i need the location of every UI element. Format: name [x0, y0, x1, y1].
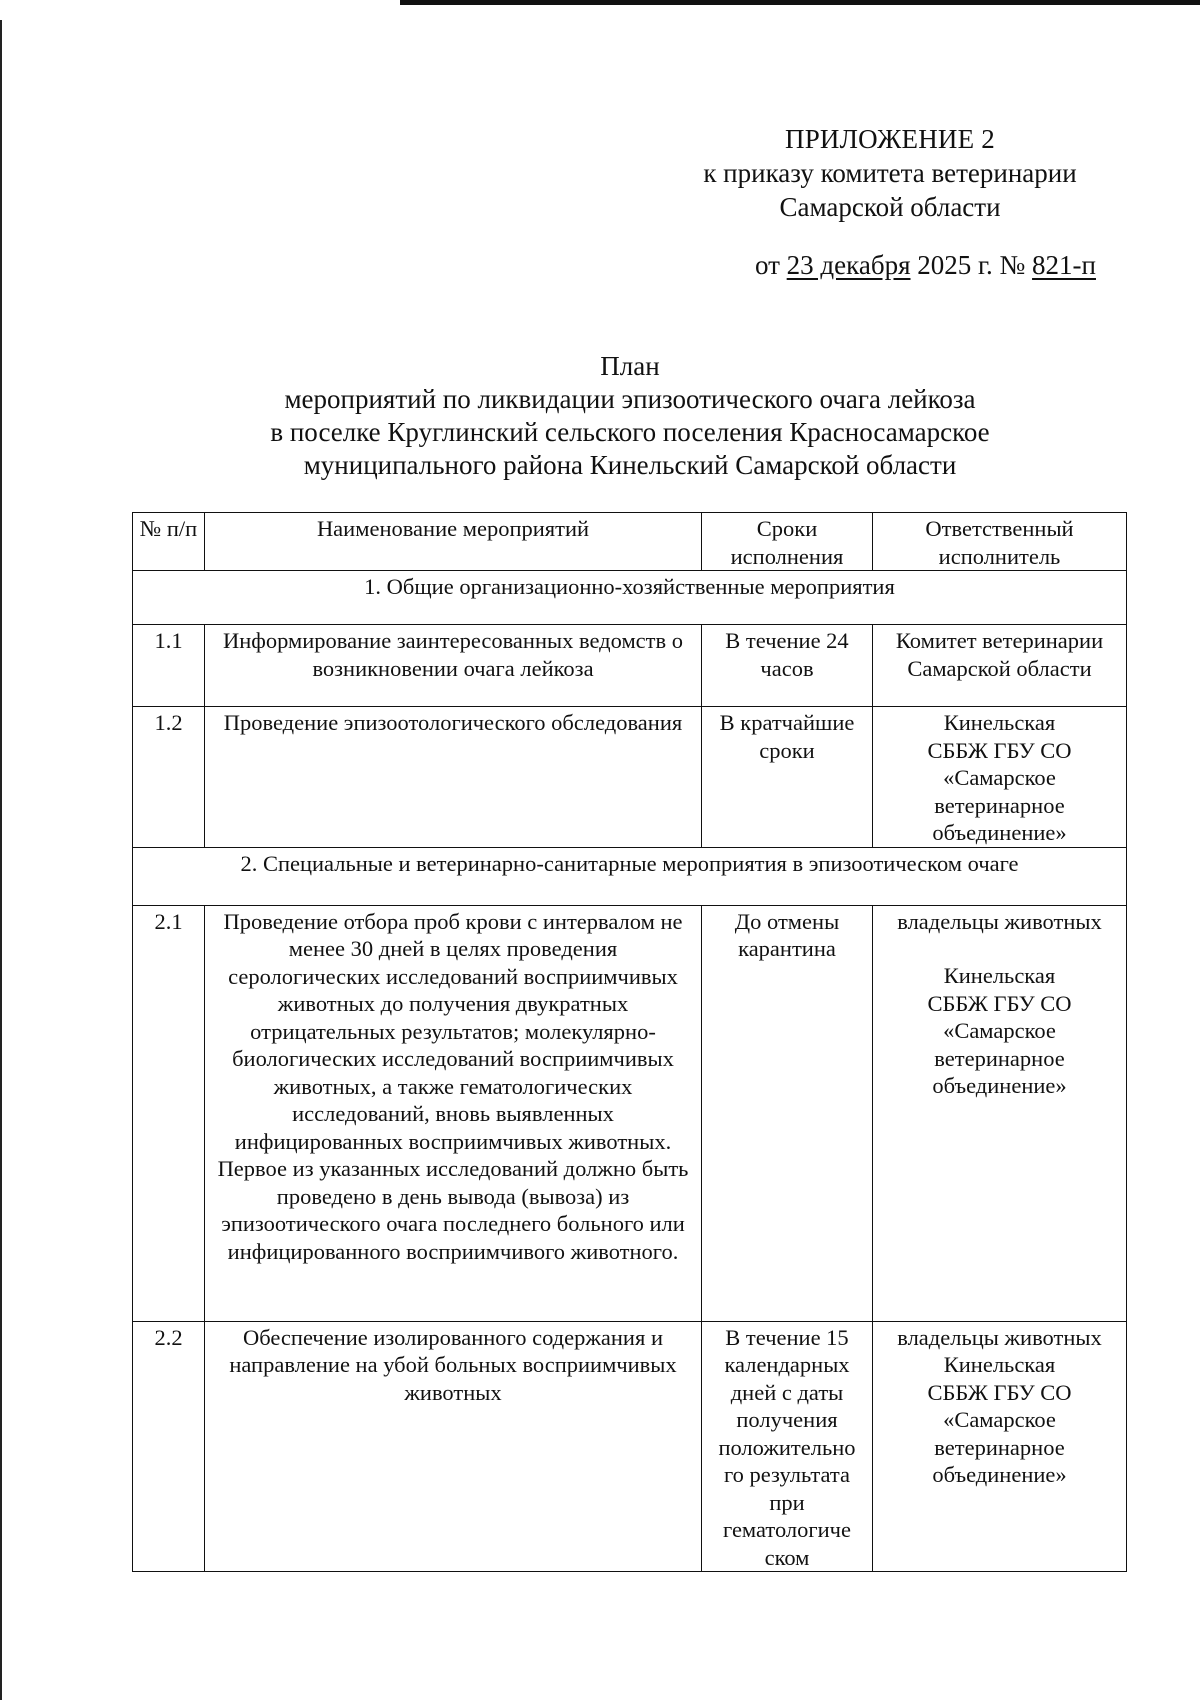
section-title: 2. Специальные и ветеринарно-санитарные мероприятия в эпизоотическом очаге — [133, 847, 1127, 905]
plan-title-line: в поселке Круглинский сельского поселения Красносамарское — [270, 417, 990, 447]
order-year: 2025 г. № — [917, 250, 1026, 280]
row-name — [205, 905, 702, 1321]
header-name: Наименование мероприятий — [205, 513, 702, 571]
row-name-paragraph: Проведение отбора проб крови с интервалом не менее 30 дней в целях проведения серологических исследований восприимчивых животных до получения двукратных отрицательных результатов; молекулярно-биологических исследований восприимчивых животных, а также гематологических исследований, вновь выявленных инфицированных восприимчивых животных. — [223, 908, 683, 1154]
order-date: 23 декабря — [786, 250, 911, 280]
order-prefix: от — [754, 250, 780, 280]
appendix-title: ПРИЛОЖЕНИЕ 2 — [785, 124, 995, 154]
section-row — [133, 847, 1127, 905]
plan-title-line: муниципального района Кинельский Самарской области — [303, 450, 957, 480]
row-name: Проведение эпизоотологического обследования — [205, 707, 702, 848]
row-name: Информирование заинтересованных ведомств о возникновении очага лейкоза — [205, 625, 702, 707]
appendix-line: к приказу комитета ветеринарии — [703, 158, 1077, 188]
row-term: До отмены карантина — [702, 905, 873, 1321]
header-num: № п/п — [133, 513, 205, 571]
row-num: 1.1 — [133, 625, 205, 707]
plan-title-line: План — [600, 351, 660, 381]
row-responsible: Кинельская СББЖ ГБУ СО «Самарское ветеринарное объединение» — [873, 707, 1127, 848]
row-term: В течение 24 часов — [702, 625, 873, 707]
row-num: 2.2 — [133, 1321, 205, 1572]
order-number: 821-п — [1032, 250, 1096, 280]
table-header-row — [133, 513, 1127, 571]
measures-table — [132, 512, 1127, 1572]
row-responsible — [873, 905, 1127, 1321]
row-name: Обеспечение изолированного содержания и направление на убой больных восприимчивых животных — [205, 1321, 702, 1572]
order-reference — [755, 250, 1096, 281]
appendix-header — [680, 122, 1100, 224]
row-num: 2.1 — [133, 905, 205, 1321]
spacer — [878, 935, 1121, 962]
row-term: В течение 15 календарных дней с даты получения положительно го результата при гематологиче ском — [702, 1321, 873, 1572]
table-row — [133, 1321, 1127, 1572]
row-term: В кратчайшие сроки — [702, 707, 873, 848]
header-term: Сроки исполнения — [702, 513, 873, 571]
plan-title — [130, 350, 1130, 482]
row-num: 1.2 — [133, 707, 205, 848]
plan-title-line: мероприятий по ликвидации эпизоотического очага лейкоза — [284, 384, 976, 414]
row-responsible: владельцы животных Кинельская СББЖ ГБУ СО «Самарское ветеринарное объединение» — [873, 1321, 1127, 1572]
section-title: 1. Общие организационно-хозяйственные мероприятия — [133, 571, 1127, 625]
table-row — [133, 905, 1127, 1321]
scan-edge-top — [400, 0, 1200, 5]
scan-edge-left — [0, 20, 2, 1700]
appendix-line: Самарской области — [779, 192, 1001, 222]
header-responsible: Ответственный исполнитель — [873, 513, 1127, 571]
table-row — [133, 707, 1127, 848]
section-row — [133, 571, 1127, 625]
responsible-station: Кинельская СББЖ ГБУ СО «Самарское ветеринарное объединение» — [927, 963, 1072, 1098]
responsible-owners: владельцы животных — [897, 908, 1102, 934]
table-row — [133, 625, 1127, 707]
row-name-paragraph: Первое из указанных исследований должно быть проведено в день вывода (вывоза) из эпизоотического очага последнего больного или инфицированного восприимчивого животного. — [217, 1156, 689, 1264]
row-responsible: Комитет ветеринарии Самарской области — [873, 625, 1127, 707]
